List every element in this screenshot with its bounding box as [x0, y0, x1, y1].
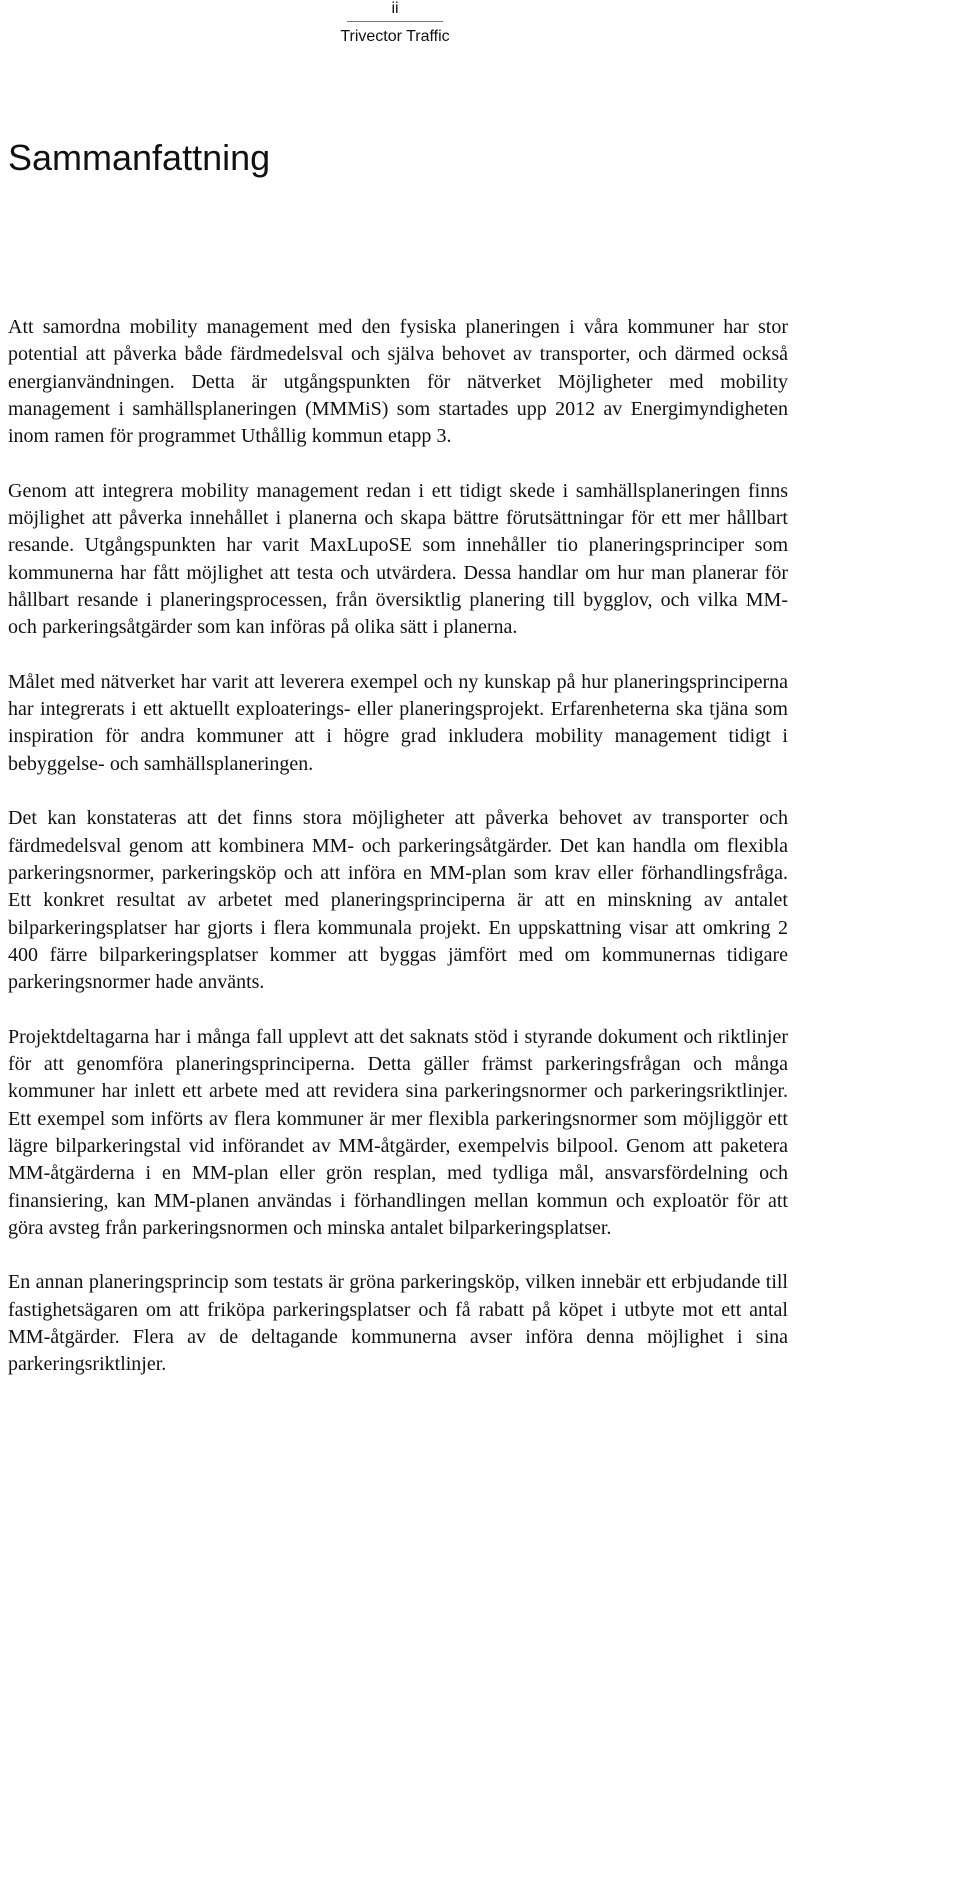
summary-paragraph-3: Målet med nätverket har varit att leverera exempel och ny kunskap på hur planeringsprinciperna har integrerats i ett aktuellt exploaterings- eller planeringsprojekt. Erfarenheterna ska tjäna som inspiration för andra kommuner att i högre grad inkludera mobility management tidigt i bebyggelse- och samhällsplaneringen. [8, 670, 788, 775]
company-name: Trivector Traffic [340, 28, 450, 45]
summary-paragraph-5: Projektdeltagarna har i många fall upplevt att det saknats stöd i styrande dokument och riktlinjer för att genomföra planeringsprinciperna. Detta gäller främst parkeringsfrågan och många kommuner har inlett ett arbete med att revidera sina parkeringsnormer och parkeringsriktlinjer. Ett exempel som införts av flera kommuner är mer flexibla parkeringsnormer som möjliggör ett lägre bilparkeringstal vid införandet av MM-åtgärder, exempelvis bilpool. Genom att paketera MM-åtgärderna i en MM-plan eller grön resplan, med tydliga mål, ansvarsfördelning och finansiering, kan MM-planen användas i förhandlingen mellan kommun och exploatör för att göra avsteg från parkeringsnormen och minska antalet bilparkeringsplatser. [8, 1025, 788, 1239]
summary-paragraph-1: Att samordna mobility management med den fysiska planeringen i våra kommuner har stor potential att påverka både färdmedelsval och själva behovet av transporter, och därmed också energianvändningen. Detta är utgångspunkten för nätverket Möjligheter med mobility management i samhällsplaneringen (MMMiS) som startades upp 2012 av Energimyndigheten inom ramen för programmet Uthållig kommun etapp 3. [8, 316, 788, 448]
summary-paragraph-6: En annan planeringsprincip som testats är gröna parkeringsköp, vilken innebär ett erbjudande till fastighetsägaren om att friköpa parkeringsplatser och få rabatt på köpet i utbyte mot ett antal MM-åtgärder. Flera av de deltagande kommunerna avser införa denna möjlighet i sina parkeringsriktlinjer. [8, 1271, 788, 1376]
page-header [0, 0, 960, 62]
summary-paragraph-2: Genom att integrera mobility management redan i ett tidigt skede i samhällsplaneringen finns möjlighet att påverka innehållet i planerna och skapa bättre förutsättningar för ett mer hållbart resande. Utgångspunkten har varit MaxLupoSE som innehåller tio planeringsprinciper som kommunerna har fått möjlighet att testa och utvärdera. Dessa handlar om hur man planerar för hållbart resande i planeringsprocessen, från översiktlig planering till bygglov, och vilka MM- och parkeringsåtgärder som kan införas på olika sätt i planerna. [8, 479, 788, 639]
summary-paragraph-4: Det kan konstateras att det finns stora möjligheter att påverka behovet av transporter och färdmedelsval genom att kombinera MM- och parkeringsåtgärder. Det kan handla om flexibla parkeringsnormer, parkeringsköp och att införa en MM-plan som krav eller förhandlingsfråga. Ett konkret resultat av arbetet med planeringsprinciperna är att en minskning av antalet bilparkeringsplatser har gjorts i flera kommunala projekt. En uppskattning visar att omkring 2 400 färre bilparkeringsplatser kommer att byggas jämfört med om kommunernas tidigare parkeringsnormer hade använts. [8, 807, 788, 994]
page-number: ii [391, 0, 399, 17]
summary-body [8, 314, 788, 1406]
header-divider [347, 21, 443, 22]
page-title: Sammanfattning [8, 137, 271, 178]
